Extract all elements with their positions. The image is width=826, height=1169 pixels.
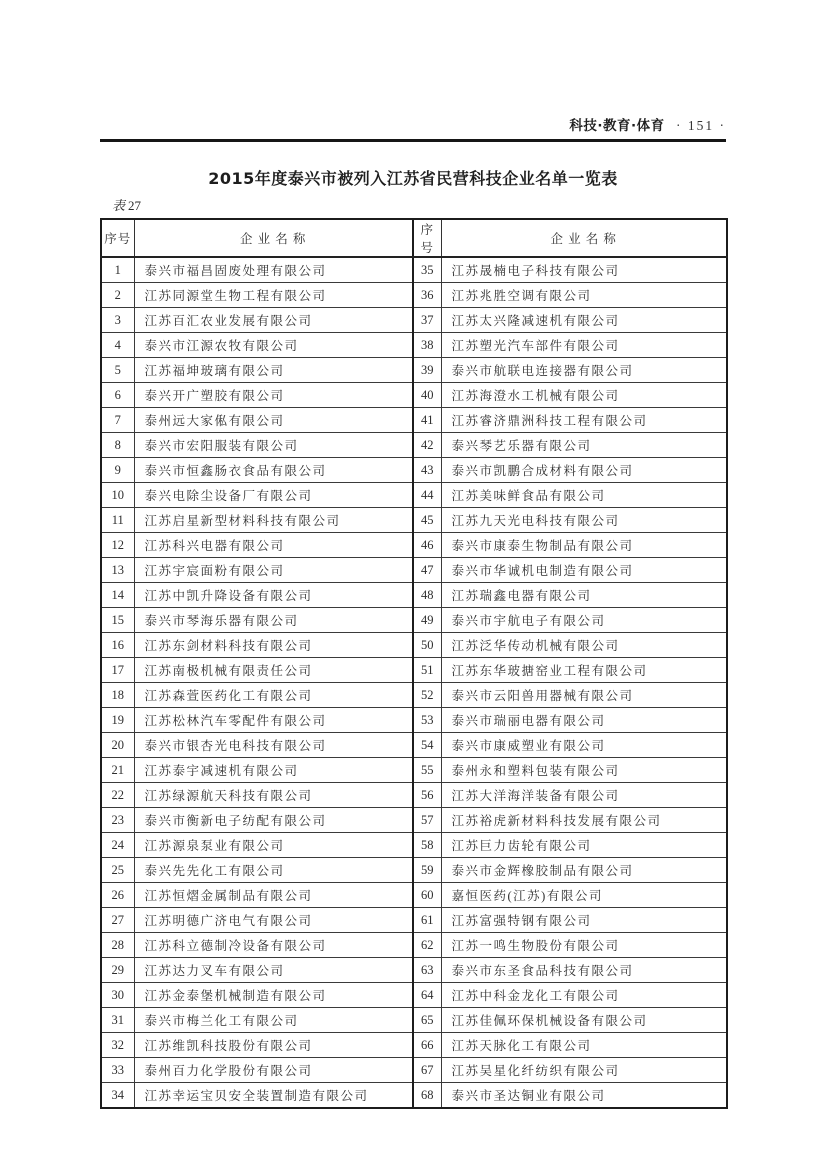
row-index-cell-left: 23 bbox=[101, 808, 134, 833]
company-name-cell-right: 江苏美味鲜食品有限公司 bbox=[441, 483, 727, 508]
company-name-cell-right: 泰兴市金辉橡胶制品有限公司 bbox=[441, 858, 727, 883]
company-name-cell-left: 江苏幸运宝贝安全装置制造有限公司 bbox=[134, 1083, 413, 1109]
table-row bbox=[101, 608, 727, 633]
company-name-cell-right: 江苏吴星化纤纺织有限公司 bbox=[441, 1058, 727, 1083]
company-name-cell-left: 江苏中凯升降设备有限公司 bbox=[134, 583, 413, 608]
table-row bbox=[101, 383, 727, 408]
company-name-cell-left: 泰州百力化学股份有限公司 bbox=[134, 1058, 413, 1083]
row-index-cell-left: 3 bbox=[101, 308, 134, 333]
company-name-cell-right: 泰兴市康泰生物制品有限公司 bbox=[441, 533, 727, 558]
company-name-cell-left: 泰兴先先化工有限公司 bbox=[134, 858, 413, 883]
company-name-cell-right: 江苏佳佩环保机械设备有限公司 bbox=[441, 1008, 727, 1033]
table-row bbox=[101, 433, 727, 458]
row-index-cell-left: 17 bbox=[101, 658, 134, 683]
col-header-name-right: 企 业 名 称 bbox=[441, 219, 727, 257]
company-name-cell-left: 泰兴开广塑胶有限公司 bbox=[134, 383, 413, 408]
table-caption bbox=[112, 195, 141, 214]
row-index-cell-left: 19 bbox=[101, 708, 134, 733]
company-name-cell-left: 江苏南极机械有限责任公司 bbox=[134, 658, 413, 683]
company-name-cell-right: 江苏兆胜空调有限公司 bbox=[441, 283, 727, 308]
row-index-cell-right: 50 bbox=[413, 633, 441, 658]
company-name-cell-left: 泰兴电除尘设备厂有限公司 bbox=[134, 483, 413, 508]
company-name-cell-left: 江苏明德广济电气有限公司 bbox=[134, 908, 413, 933]
running-header bbox=[100, 114, 726, 134]
row-index-cell-left: 16 bbox=[101, 633, 134, 658]
row-index-cell-right: 36 bbox=[413, 283, 441, 308]
company-name-cell-left: 泰兴市宏阳服装有限公司 bbox=[134, 433, 413, 458]
row-index-cell-right: 62 bbox=[413, 933, 441, 958]
table-row bbox=[101, 883, 727, 908]
company-name-cell-right: 泰兴市圣达铜业有限公司 bbox=[441, 1083, 727, 1109]
company-name-cell-right: 江苏海澄水工机械有限公司 bbox=[441, 383, 727, 408]
row-index-cell-left: 6 bbox=[101, 383, 134, 408]
table-row bbox=[101, 758, 727, 783]
row-index-cell-right: 68 bbox=[413, 1083, 441, 1109]
table-row bbox=[101, 558, 727, 583]
row-index-cell-left: 22 bbox=[101, 783, 134, 808]
row-index-cell-right: 44 bbox=[413, 483, 441, 508]
company-name-cell-right: 江苏晟楠电子科技有限公司 bbox=[441, 257, 727, 283]
company-name-cell-right: 江苏富强特钢有限公司 bbox=[441, 908, 727, 933]
company-name-cell-right: 江苏裕虎新材料科技发展有限公司 bbox=[441, 808, 727, 833]
company-name-cell-right: 泰兴市航联电连接器有限公司 bbox=[441, 358, 727, 383]
row-index-cell-right: 42 bbox=[413, 433, 441, 458]
company-name-cell-left: 江苏绿源航天科技有限公司 bbox=[134, 783, 413, 808]
row-index-cell-right: 55 bbox=[413, 758, 441, 783]
company-name-cell-left: 江苏同源堂生物工程有限公司 bbox=[134, 283, 413, 308]
row-index-cell-right: 40 bbox=[413, 383, 441, 408]
row-index-cell-left: 26 bbox=[101, 883, 134, 908]
company-name-cell-right: 江苏瑞鑫电器有限公司 bbox=[441, 583, 727, 608]
company-name-cell-right: 江苏塑光汽车部件有限公司 bbox=[441, 333, 727, 358]
company-name-cell-right: 泰州永和塑料包装有限公司 bbox=[441, 758, 727, 783]
company-name-cell-left: 泰州远大家俬有限公司 bbox=[134, 408, 413, 433]
row-index-cell-right: 38 bbox=[413, 333, 441, 358]
row-index-cell-left: 24 bbox=[101, 833, 134, 858]
table-row bbox=[101, 683, 727, 708]
company-name-cell-right: 泰兴市凯鹏合成材料有限公司 bbox=[441, 458, 727, 483]
table-row bbox=[101, 1033, 727, 1058]
table-caption-number: 27 bbox=[128, 198, 142, 213]
table-row bbox=[101, 458, 727, 483]
row-index-cell-right: 47 bbox=[413, 558, 441, 583]
company-name-cell-left: 江苏东剑材料科技有限公司 bbox=[134, 633, 413, 658]
table-row bbox=[101, 408, 727, 433]
row-index-cell-left: 29 bbox=[101, 958, 134, 983]
company-name-cell-left: 泰兴市江源农牧有限公司 bbox=[134, 333, 413, 358]
row-index-cell-right: 41 bbox=[413, 408, 441, 433]
row-index-cell-right: 46 bbox=[413, 533, 441, 558]
table-row bbox=[101, 358, 727, 383]
table-row bbox=[101, 308, 727, 333]
company-name-cell-right: 嘉恒医药(江苏)有限公司 bbox=[441, 883, 727, 908]
row-index-cell-right: 60 bbox=[413, 883, 441, 908]
company-name-cell-right: 江苏泛华传动机械有限公司 bbox=[441, 633, 727, 658]
row-index-cell-right: 37 bbox=[413, 308, 441, 333]
col-header-index-right: 序号 bbox=[413, 219, 441, 257]
company-name-cell-left: 江苏达力叉车有限公司 bbox=[134, 958, 413, 983]
company-name-cell-left: 江苏恒熠金属制品有限公司 bbox=[134, 883, 413, 908]
row-index-cell-left: 33 bbox=[101, 1058, 134, 1083]
row-index-cell-left: 9 bbox=[101, 458, 134, 483]
company-name-cell-left: 江苏维凯科技股份有限公司 bbox=[134, 1033, 413, 1058]
company-name-cell-right: 江苏天脉化工有限公司 bbox=[441, 1033, 727, 1058]
table-row bbox=[101, 333, 727, 358]
row-index-cell-right: 56 bbox=[413, 783, 441, 808]
table-caption-prefix: 表 bbox=[112, 198, 126, 213]
company-name-cell-left: 泰兴市衡新电子纺配有限公司 bbox=[134, 808, 413, 833]
row-index-cell-left: 8 bbox=[101, 433, 134, 458]
company-name-cell-left: 江苏福坤玻璃有限公司 bbox=[134, 358, 413, 383]
page-title: 2015年度泰兴市被列入江苏省民营科技企业名单一览表 bbox=[208, 169, 618, 188]
row-index-cell-left: 18 bbox=[101, 683, 134, 708]
company-name-cell-right: 江苏睿济鼎洲科技工程有限公司 bbox=[441, 408, 727, 433]
row-index-cell-right: 61 bbox=[413, 908, 441, 933]
row-index-cell-right: 66 bbox=[413, 1033, 441, 1058]
row-index-cell-right: 45 bbox=[413, 508, 441, 533]
company-name-cell-left: 江苏源泉泵业有限公司 bbox=[134, 833, 413, 858]
company-name-cell-right: 江苏大洋海洋装备有限公司 bbox=[441, 783, 727, 808]
company-name-cell-left: 江苏宇宸面粉有限公司 bbox=[134, 558, 413, 583]
row-index-cell-left: 32 bbox=[101, 1033, 134, 1058]
row-index-cell-right: 52 bbox=[413, 683, 441, 708]
company-name-cell-right: 泰兴市华诚机电制造有限公司 bbox=[441, 558, 727, 583]
row-index-cell-right: 49 bbox=[413, 608, 441, 633]
table-row bbox=[101, 808, 727, 833]
company-name-cell-right: 江苏巨力齿轮有限公司 bbox=[441, 833, 727, 858]
company-name-cell-right: 泰兴市瑞丽电器有限公司 bbox=[441, 708, 727, 733]
table-row bbox=[101, 908, 727, 933]
header-section-title: 科技·教育·体育 bbox=[569, 118, 665, 134]
row-index-cell-left: 20 bbox=[101, 733, 134, 758]
company-name-cell-right: 江苏东华玻搪窑业工程有限公司 bbox=[441, 658, 727, 683]
header-divider-rule bbox=[100, 139, 726, 142]
row-index-cell-right: 48 bbox=[413, 583, 441, 608]
row-index-cell-left: 1 bbox=[101, 257, 134, 283]
company-name-cell-right: 泰兴市东圣食品科技有限公司 bbox=[441, 958, 727, 983]
company-name-cell-left: 江苏泰宇减速机有限公司 bbox=[134, 758, 413, 783]
row-index-cell-left: 15 bbox=[101, 608, 134, 633]
row-index-cell-left: 7 bbox=[101, 408, 134, 433]
table-row bbox=[101, 257, 727, 283]
company-name-cell-right: 江苏中科金龙化工有限公司 bbox=[441, 983, 727, 1008]
table-row bbox=[101, 483, 727, 508]
table-row bbox=[101, 858, 727, 883]
row-index-cell-left: 14 bbox=[101, 583, 134, 608]
row-index-cell-right: 54 bbox=[413, 733, 441, 758]
company-name-cell-left: 江苏启星新型材料科技有限公司 bbox=[134, 508, 413, 533]
row-index-cell-left: 30 bbox=[101, 983, 134, 1008]
table-row bbox=[101, 1058, 727, 1083]
row-index-cell-left: 11 bbox=[101, 508, 134, 533]
table-row bbox=[101, 633, 727, 658]
company-name-cell-right: 泰兴市宇航电子有限公司 bbox=[441, 608, 727, 633]
table-row bbox=[101, 933, 727, 958]
row-index-cell-right: 64 bbox=[413, 983, 441, 1008]
row-index-cell-left: 5 bbox=[101, 358, 134, 383]
col-header-name-left: 企 业 名 称 bbox=[134, 219, 413, 257]
company-name-cell-left: 泰兴市琴海乐器有限公司 bbox=[134, 608, 413, 633]
row-index-cell-right: 57 bbox=[413, 808, 441, 833]
row-index-cell-right: 63 bbox=[413, 958, 441, 983]
table-row bbox=[101, 958, 727, 983]
company-name-cell-left: 江苏科立德制冷设备有限公司 bbox=[134, 933, 413, 958]
table-body bbox=[101, 257, 727, 1108]
row-index-cell-right: 58 bbox=[413, 833, 441, 858]
row-index-cell-left: 13 bbox=[101, 558, 134, 583]
company-name-cell-left: 泰兴市福昌固废处理有限公司 bbox=[134, 257, 413, 283]
company-name-cell-left: 泰兴市梅兰化工有限公司 bbox=[134, 1008, 413, 1033]
table-row bbox=[101, 533, 727, 558]
row-index-cell-right: 67 bbox=[413, 1058, 441, 1083]
company-name-cell-right: 江苏一鸣生物股份有限公司 bbox=[441, 933, 727, 958]
table-row bbox=[101, 783, 727, 808]
row-index-cell-left: 31 bbox=[101, 1008, 134, 1033]
company-name-cell-left: 江苏百汇农业发展有限公司 bbox=[134, 308, 413, 333]
row-index-cell-left: 21 bbox=[101, 758, 134, 783]
row-index-cell-right: 53 bbox=[413, 708, 441, 733]
table-row bbox=[101, 583, 727, 608]
row-index-cell-right: 43 bbox=[413, 458, 441, 483]
row-index-cell-left: 10 bbox=[101, 483, 134, 508]
company-name-cell-right: 泰兴市云阳兽用器械有限公司 bbox=[441, 683, 727, 708]
company-name-cell-right: 泰兴市康威塑业有限公司 bbox=[441, 733, 727, 758]
row-index-cell-right: 65 bbox=[413, 1008, 441, 1033]
company-name-cell-left: 江苏科兴电器有限公司 bbox=[134, 533, 413, 558]
row-index-cell-left: 34 bbox=[101, 1083, 134, 1109]
company-name-cell-left: 泰兴市银杏光电科技有限公司 bbox=[134, 733, 413, 758]
company-name-cell-left: 泰兴市恒鑫肠衣食品有限公司 bbox=[134, 458, 413, 483]
table-row bbox=[101, 733, 727, 758]
company-name-cell-right: 江苏九天光电科技有限公司 bbox=[441, 508, 727, 533]
table-header-row bbox=[101, 219, 727, 257]
table-row bbox=[101, 283, 727, 308]
table-row bbox=[101, 1083, 727, 1109]
table-row bbox=[101, 658, 727, 683]
companies-table bbox=[100, 218, 728, 1109]
table-row bbox=[101, 983, 727, 1008]
row-index-cell-left: 4 bbox=[101, 333, 134, 358]
company-name-cell-right: 江苏太兴隆减速机有限公司 bbox=[441, 308, 727, 333]
table-row bbox=[101, 833, 727, 858]
row-index-cell-right: 35 bbox=[413, 257, 441, 283]
row-index-cell-left: 12 bbox=[101, 533, 134, 558]
company-name-cell-left: 江苏松林汽车零配件有限公司 bbox=[134, 708, 413, 733]
table-row bbox=[101, 508, 727, 533]
row-index-cell-right: 51 bbox=[413, 658, 441, 683]
row-index-cell-left: 2 bbox=[101, 283, 134, 308]
row-index-cell-left: 25 bbox=[101, 858, 134, 883]
row-index-cell-right: 59 bbox=[413, 858, 441, 883]
table-row bbox=[101, 708, 727, 733]
company-name-cell-right: 泰兴琴艺乐器有限公司 bbox=[441, 433, 727, 458]
row-index-cell-right: 39 bbox=[413, 358, 441, 383]
header-page-number: · 151 · bbox=[676, 118, 726, 133]
company-name-cell-left: 江苏森萱医药化工有限公司 bbox=[134, 683, 413, 708]
table-row bbox=[101, 1008, 727, 1033]
row-index-cell-left: 28 bbox=[101, 933, 134, 958]
col-header-index-left: 序号 bbox=[101, 219, 134, 257]
row-index-cell-left: 27 bbox=[101, 908, 134, 933]
company-name-cell-left: 江苏金泰堡机械制造有限公司 bbox=[134, 983, 413, 1008]
